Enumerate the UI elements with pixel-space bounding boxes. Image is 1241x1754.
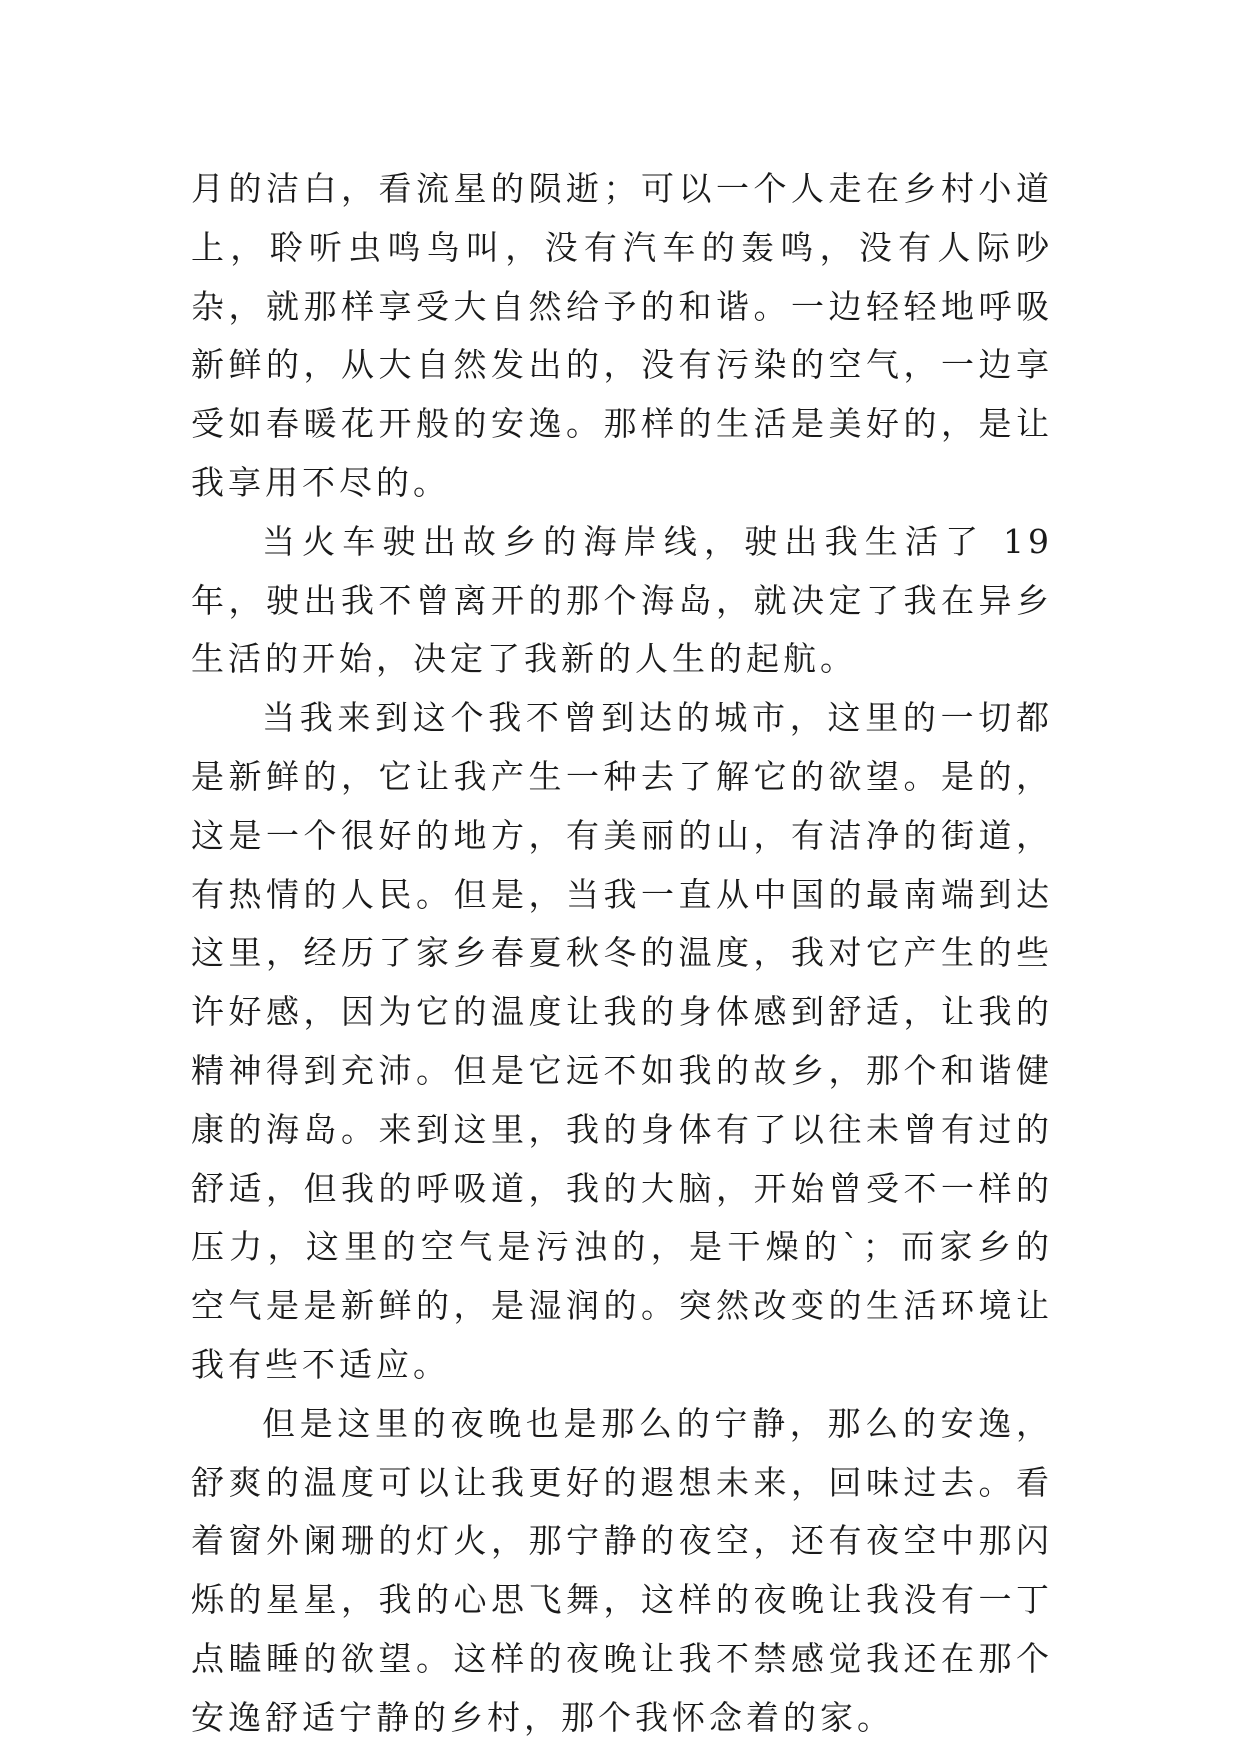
paragraph-2: 当火车驶出故乡的海岸线，驶出我生活了 19 年，驶出我不曾离开的那个海岛，就决定了我在异乡生活的开始，决定了我新的人生的起航。 [191, 521, 1053, 679]
paragraph-1: 月的洁白，看流星的陨逝；可以一个人走在乡村小道上，聆听虫鸣鸟叫，没有汽车的轰鸣，没有人际吵杂，就那样享受大自然给予的和谐。一边轻轻地呼吸新鲜的，从大自然发出的，没有污染的空气，一边享受如春暖花开般的安逸。那样的生活是美好的，是让我享用不尽的。 [191, 169, 1053, 502]
paragraph-3: 当我来到这个我不曾到达的城市，这里的一切都是新鲜的，它让我产生一种去了解它的欲望。是的，这是一个很好的地方，有美丽的山，有洁净的街道，有热情的人民。但是，当我一直从中国的最南端到达这里，经历了家乡春夏秋冬的温度，我对它产生的些许好感，因为它的温度让我的身体感到舒适，让我的精神得到充沛。但是它远不如我的故乡，那个和谐健康的海岛。来到这里，我的身体有了以往未曾有过的舒适，但我的呼吸道，我的大脑，开始曾受不一样的压力，这里的空气是污浊的，是干燥的`；而家乡的空气是是新鲜的，是湿润的。突然改变的生活环境让我有些不适应。 [191, 698, 1053, 1384]
document-body [191, 160, 1053, 1748]
paragraph-4: 但是这里的夜晚也是那么的宁静，那么的安逸，舒爽的温度可以让我更好的遐想未来，回味过去。看着窗外阑珊的灯火，那宁静的夜空，还有夜空中那闪烁的星星，我的心思飞舞，这样的夜晚让我没有一丁点瞌睡的欲望。这样的夜晚让我不禁感觉我还在那个安逸舒适宁静的乡村，那个我怀念着的家。 [191, 1403, 1053, 1737]
